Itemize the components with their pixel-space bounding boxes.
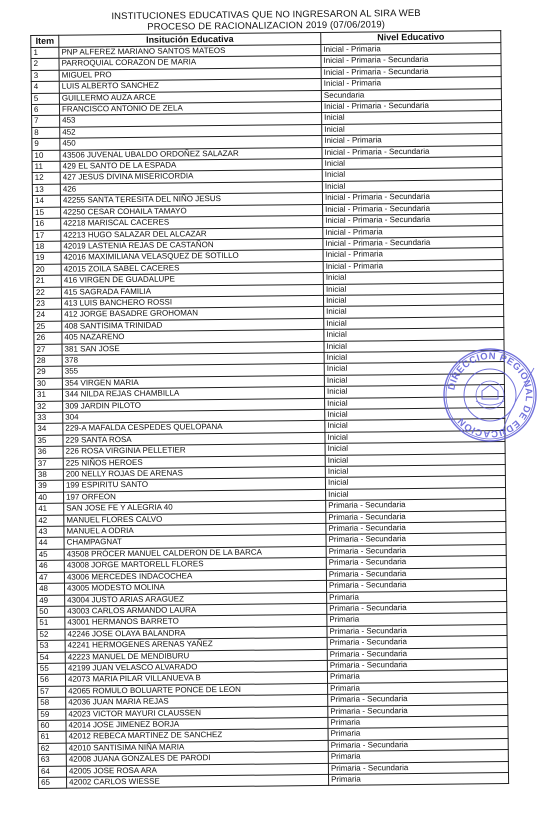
row-institution-name: 42246 JOSE OLAYA BALANDRA (65, 626, 327, 640)
row-item-number: 43 (36, 526, 64, 538)
row-institution-name: 42223 MANUEL DE MENDIBURU (65, 649, 327, 663)
row-institution-name: 42218 MARISCAL CACERES (61, 216, 323, 230)
row-education-level: Inicial - Primaria - Secundaria (322, 191, 502, 204)
row-education-level: Inicial (322, 168, 502, 181)
row-education-level: Primaria (327, 613, 507, 626)
row-item-number: 58 (38, 697, 66, 709)
row-item-number: 2 (31, 59, 59, 71)
row-item-number: 21 (33, 275, 61, 287)
row-education-level: Primaria (328, 681, 508, 694)
row-item-number: 62 (38, 743, 66, 755)
row-institution-name: FRANCISCO ANTONIO DE ZELA (59, 101, 321, 115)
row-item-number: 25 (34, 321, 62, 333)
row-item-number: 64 (38, 766, 66, 778)
row-item-number: 57 (38, 686, 66, 698)
row-education-level: Inicial (326, 487, 506, 500)
row-education-level: Inicial (324, 362, 504, 375)
row-institution-name: 426 (60, 181, 322, 195)
row-item-number: 45 (36, 549, 64, 561)
row-item-number: 51 (37, 617, 65, 629)
row-education-level: Primaria - Secundaria (327, 658, 507, 671)
row-item-number: 36 (35, 446, 63, 458)
row-item-number: 6 (31, 104, 59, 116)
row-education-level: Inicial - Primaria - Secundaria (323, 236, 503, 249)
row-item-number: 30 (34, 378, 62, 390)
row-institution-name: 450 (60, 136, 322, 150)
row-institution-name: MIGUEL PRO (59, 67, 321, 81)
row-institution-name: PNP ALFEREZ MARIANO SANTOS MATEOS (59, 44, 321, 58)
row-institution-name: 42014 JOSE JIMENEZ BORJA (66, 717, 328, 731)
row-education-level: Primaria - Secundaria (326, 510, 506, 523)
row-education-level: Inicial (324, 373, 504, 386)
header-nivel: Nivel Educativo (321, 31, 501, 45)
row-institution-name: 42023 VICTOR MAYURI CLAUSSEN (66, 706, 328, 720)
row-institution-name: 42019 LASTENIA REJAS DE CASTAÑON (61, 238, 323, 252)
row-institution-name: 42010 SANTISIMA NIÑA MARIA (66, 740, 328, 754)
row-institution-name: 354 VIRGEN MARIA (62, 375, 324, 389)
row-institution-name: 42250 CESAR COHAILA TAMAYO (61, 204, 323, 218)
row-education-level: Primaria - Secundaria (326, 522, 506, 535)
row-institution-name: 413 LUIS BANCHERO ROSSI (61, 295, 323, 309)
row-institution-name: 42073 MARIA PILAR VILLANUEVA B (65, 672, 327, 686)
row-item-number: 41 (36, 503, 64, 515)
row-institution-name: 43006 MERCEDES INDACOCHEA (64, 569, 326, 583)
row-institution-name: 429 EL SANTO DE LA ESPADA (60, 159, 322, 173)
row-education-level: Inicial (324, 351, 504, 364)
row-institution-name: MANUEL A ODRIA (64, 523, 326, 537)
row-item-number: 28 (34, 355, 62, 367)
row-item-number: 56 (37, 675, 65, 687)
row-institution-name: 200 NELLY ROJAS DE ARENAS (63, 466, 325, 480)
svg-text:DIRECCION REGIONAL DE EDUCACIO (446, 351, 534, 439)
row-education-level: Inicial (322, 122, 502, 135)
row-education-level: Inicial (325, 465, 505, 478)
row-education-level: Primaria - Secundaria (326, 544, 506, 557)
row-education-level: Primaria - Secundaria (327, 636, 507, 649)
row-item-number: 16 (33, 218, 61, 230)
row-item-number: 61 (38, 732, 66, 744)
row-institution-name: 42255 SANTA TERESITA DEL NIÑO JESUS (60, 193, 322, 207)
row-item-number: 11 (32, 161, 60, 173)
row-institution-name: 355 (62, 364, 324, 378)
row-item-number: 65 (39, 777, 67, 789)
row-institution-name: 42241 HERMOGENES ARENAS YAÑEZ (65, 638, 327, 652)
row-item-number: 14 (32, 195, 60, 207)
row-institution-name: MANUEL FLORES CALVO (64, 512, 326, 526)
row-institution-name: 304 (63, 409, 325, 423)
row-institution-name: GUILLERMO AUZA ARCE (59, 90, 321, 104)
row-education-level: Inicial (325, 396, 505, 409)
row-item-number: 44 (36, 538, 64, 550)
row-education-level: Inicial - Primaria - Secundaria (322, 145, 502, 158)
row-education-level: Primaria - Secundaria (326, 533, 506, 546)
row-item-number: 37 (35, 458, 63, 470)
row-item-number: 47 (36, 572, 64, 584)
row-education-level: Inicial - Primaria (322, 134, 502, 147)
row-education-level: Primaria - Secundaria (326, 499, 506, 512)
row-institution-name: 42002 CARLOS WIESSE (67, 774, 329, 788)
row-education-level: Inicial (325, 453, 505, 466)
row-institution-name: 42065 ROMULO BOLUARTE PONCE DE LEON (66, 683, 328, 697)
row-institution-name: 416 VIRGEN DE GUADALUPE (61, 273, 323, 287)
row-item-number: 8 (32, 127, 60, 139)
row-education-level: Inicial (325, 442, 505, 455)
row-item-number: 18 (33, 241, 61, 253)
row-institution-name: 199 ESPIRITU SANTO (63, 478, 325, 492)
row-institution-name: 43008 JORGE MARTORELL FLORES (64, 558, 326, 572)
row-education-level: Inicial (323, 271, 503, 284)
row-item-number: 17 (33, 230, 61, 242)
row-item-number: 20 (33, 264, 61, 276)
row-item-number: 5 (31, 93, 59, 105)
row-education-level: Inicial (322, 111, 502, 124)
row-education-level: Inicial (322, 157, 502, 170)
row-institution-name: CHAMPAGNAT (64, 535, 326, 549)
row-education-level: Primaria - Secundaria (328, 738, 508, 751)
row-institution-name: 43506 JUVENAL UBALDO ORDOÑEZ SALAZAR (60, 147, 322, 161)
row-institution-name: 43004 JUSTO ARIAS ARAGUEZ (65, 592, 327, 606)
row-education-level: Primaria - Secundaria (326, 556, 506, 569)
row-item-number: 12 (32, 173, 60, 185)
row-education-level: Primaria - Secundaria (327, 624, 507, 637)
row-institution-name: 427 JESUS DIVINA MISERICORDIA (60, 170, 322, 184)
row-item-number: 31 (34, 389, 62, 401)
row-item-number: 10 (32, 150, 60, 162)
row-institution-name: 378 (62, 352, 324, 366)
row-item-number: 24 (34, 310, 62, 322)
row-item-number: 26 (34, 332, 62, 344)
row-institution-name: 43001 HERMANOS BARRETO (65, 615, 327, 629)
row-institution-name: 42015 ZOILA SABEL CACERES (61, 261, 323, 275)
row-institution-name: 42213 HUGO SALAZAR DEL ALCAZAR (61, 227, 323, 241)
row-education-level: Inicial (325, 430, 505, 443)
row-institution-name: 225 NIÑOS HEROES (63, 455, 325, 469)
header-item: Item (31, 35, 59, 47)
row-education-level: Inicial - Primaria (323, 225, 503, 238)
row-item-number: 59 (38, 709, 66, 721)
row-institution-name: 412 JORGE BASADRE GROHOMAN (62, 307, 324, 321)
row-education-level: Inicial - Primaria - Secundaria (321, 100, 501, 113)
row-item-number: 35 (35, 435, 63, 447)
row-education-level: Inicial (323, 293, 503, 306)
row-education-level: Primaria - Secundaria (327, 601, 507, 614)
row-education-level: Primaria (328, 750, 508, 763)
row-institution-name: 42199 JUAN VELASCO ALVARADO (65, 660, 327, 674)
row-item-number: 23 (33, 298, 61, 310)
row-education-level: Primaria (329, 773, 509, 786)
row-institution-name: 309 JARDIN PILOTO (63, 398, 325, 412)
row-item-number: 32 (35, 401, 63, 413)
document-subtitle: PROCESO DE RACIONALIZACION 2019 (07/06/2019) (147, 19, 386, 33)
row-item-number: 42 (36, 515, 64, 527)
row-item-number: 19 (33, 253, 61, 265)
row-education-level: Inicial (324, 316, 504, 329)
row-education-level: Secundaria (321, 88, 501, 101)
row-education-level: Inicial - Primaria (321, 43, 501, 56)
row-item-number: 34 (35, 424, 63, 436)
row-education-level: Primaria - Secundaria (328, 693, 508, 706)
row-institution-name: PARROQUIAL CORAZON DE MARIA (59, 56, 321, 70)
stamp-seal-icon (444, 349, 536, 441)
row-item-number: 49 (37, 595, 65, 607)
row-institution-name: LUIS ALBERTO SANCHEZ (59, 79, 321, 93)
row-education-level: Primaria - Secundaria (326, 579, 506, 592)
row-item-number: 1 (31, 47, 59, 59)
row-institution-name: 43003 CARLOS ARMANDO LAURA (65, 603, 327, 617)
row-institution-name: 344 NILDA REJAS CHAMBILLA (62, 387, 324, 401)
row-item-number: 33 (35, 412, 63, 424)
document-title: INSTITUCIONES EDUCATIVAS QUE NO INGRESARON AL SIRA WEB (111, 7, 421, 23)
row-institution-name: 405 NAZARENO (62, 330, 324, 344)
row-education-level: Primaria - Secundaria (328, 704, 508, 717)
row-item-number: 15 (33, 207, 61, 219)
row-item-number: 55 (37, 663, 65, 675)
row-item-number: 3 (31, 70, 59, 82)
row-institution-name: 408 SANTISIMA TRINIDAD (62, 318, 324, 332)
row-item-number: 22 (33, 287, 61, 299)
row-item-number: 38 (35, 469, 63, 481)
row-item-number: 50 (37, 606, 65, 618)
row-item-number: 7 (32, 116, 60, 128)
row-institution-name: 415 SAGRADA FAMILIA (61, 284, 323, 298)
row-institution-name: 229-A MAFALDA CESPEDES QUELOPANA (63, 421, 325, 435)
row-item-number: 13 (32, 184, 60, 196)
row-education-level: Inicial - Primaria (323, 259, 503, 272)
row-institution-name: 42016 MAXIMILIANA VELASQUEZ DE SOTILLO (61, 250, 323, 264)
row-item-number: 29 (34, 367, 62, 379)
row-education-level: Inicial (324, 385, 504, 398)
row-education-level: Primaria (328, 727, 508, 740)
row-item-number: 63 (38, 754, 66, 766)
row-education-level: Inicial (325, 476, 505, 489)
row-item-number: 52 (37, 629, 65, 641)
stamp-text: DIRECCION REGIONAL DE EDUCACION (446, 350, 535, 440)
row-education-level: Inicial (325, 408, 505, 421)
row-institution-name: 42036 JUAN MARIA REJAS (66, 695, 328, 709)
row-institution-name: 226 ROSA VIRGINIA PELLETIER (63, 444, 325, 458)
row-education-level: Primaria (328, 716, 508, 729)
row-institution-name: 42008 JUANA GONZALES DE PARODI (66, 752, 328, 766)
row-item-number: 39 (35, 481, 63, 493)
row-education-level: Inicial (324, 339, 504, 352)
row-item-number: 46 (36, 560, 64, 572)
row-item-number: 48 (36, 583, 64, 595)
row-education-level: Inicial (325, 419, 505, 432)
row-education-level: Primaria - Secundaria (328, 761, 508, 774)
row-institution-name: 42012 REBECA MARTINEZ DE SANCHEZ (66, 729, 328, 743)
row-institution-name: 381 SAN JOSE (62, 341, 324, 355)
row-education-level: Primaria - Secundaria (326, 567, 506, 580)
row-education-level: Inicial - Primaria (323, 248, 503, 261)
row-item-number: 54 (37, 652, 65, 664)
row-institution-name: 43005 MODESTO MOLINA (64, 581, 326, 595)
row-education-level: Primaria (327, 670, 507, 683)
row-item-number: 40 (36, 492, 64, 504)
row-education-level: Inicial (323, 282, 503, 295)
row-item-number: 53 (37, 640, 65, 652)
row-institution-name: 43508 PRÓCER MANUEL CALDERON DE LA BARCA (64, 546, 326, 560)
official-stamp (438, 346, 542, 444)
row-institution-name: 42005 JOSE ROSA ARA (66, 763, 328, 777)
row-institution-name: 453 (60, 113, 322, 127)
row-education-level: Inicial - Primaria - Secundaria (323, 214, 503, 227)
row-item-number: 9 (32, 138, 60, 150)
row-institution-name: 452 (60, 124, 322, 138)
row-education-level: Inicial (324, 328, 504, 341)
row-education-level: Inicial - Primaria - Secundaria (321, 54, 501, 67)
row-item-number: 60 (38, 720, 66, 732)
row-education-level: Primaria (327, 590, 507, 603)
header-institucion: Insitución Educativa (59, 32, 321, 47)
row-institution-name: SAN JOSE FE Y ALEGRIA 40 (64, 501, 326, 515)
row-education-level: Inicial (322, 179, 502, 192)
row-education-level: Inicial - Primaria - Secundaria (321, 65, 501, 78)
row-education-level: Inicial - Primaria (321, 77, 501, 90)
row-institution-name: 197 ORFEON (64, 489, 326, 503)
row-item-number: 4 (31, 81, 59, 93)
row-education-level: Inicial - Primaria - Secundaria (323, 202, 503, 215)
row-institution-name: 229 SANTA ROSA (63, 432, 325, 446)
row-education-level: Inicial (324, 305, 504, 318)
row-education-level: Primaria - Secundaria (327, 647, 507, 660)
row-item-number: 27 (34, 344, 62, 356)
